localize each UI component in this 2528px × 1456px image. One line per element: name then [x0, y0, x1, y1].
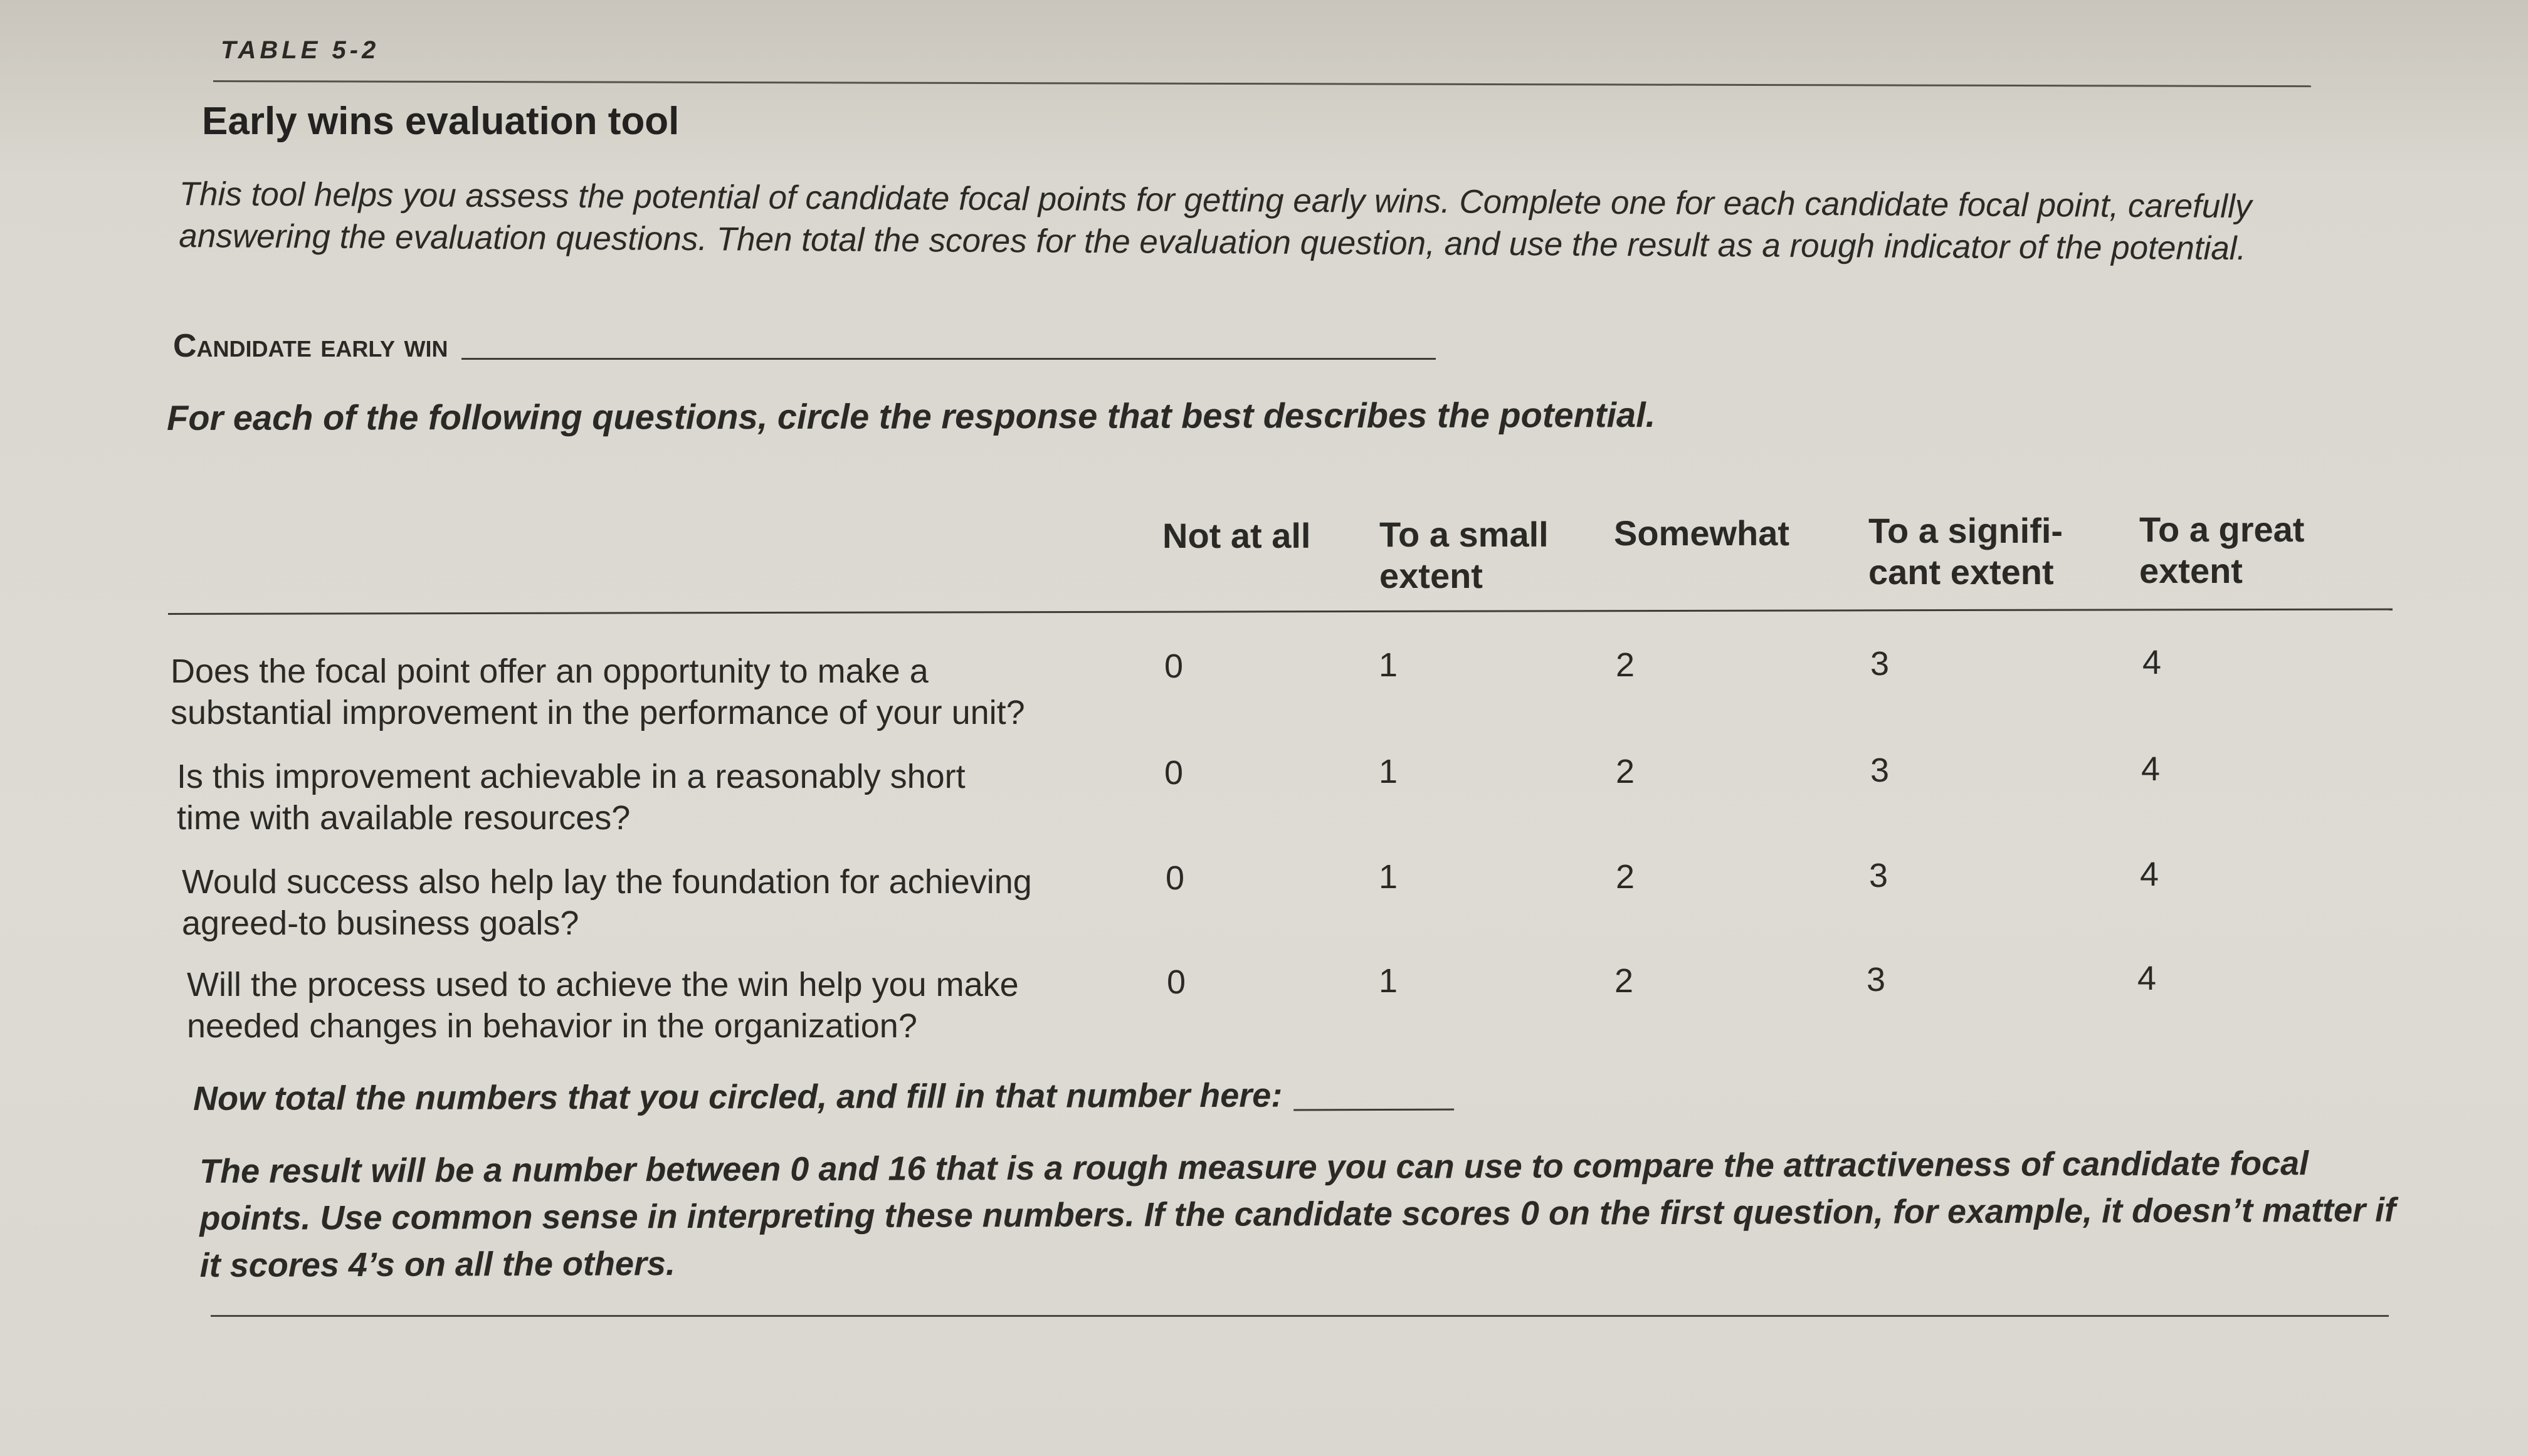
total-prompt: Now total the numbers that you circled, and fill in that number here:: [193, 1076, 1454, 1118]
col-header-somewhat: Somewhat: [1614, 513, 1790, 553]
q4-score-0[interactable]: 0: [1166, 963, 1186, 1001]
candidate-early-win-field: [173, 327, 1436, 365]
col-header-not-at-all: Not at all: [1162, 516, 1311, 555]
total-blank-line[interactable]: [1293, 1109, 1454, 1111]
table-label: TABLE 5-2: [221, 36, 380, 64]
question-3: Would success also help lay the foundation for achieving agreed-to business goals?: [182, 863, 1032, 942]
instruction-text: For each of the following questions, circle the response that best describes the potential.: [167, 395, 1656, 437]
q2-score-1[interactable]: 1: [1378, 753, 1398, 790]
col-header-small-extent: To a small extent: [1379, 515, 1549, 595]
q1-score-1[interactable]: 1: [1378, 646, 1398, 684]
q1-score-3[interactable]: 3: [1870, 645, 1890, 683]
intro-paragraph: This tool helps you assess the potential of candidate focal points for getting early wins. Complete one for each candidate focal point, carefully answering the evaluation questions. Then total the scores for the evaluation question, and use the result as a rough indicator of the potential.: [179, 175, 2252, 268]
candidate-label: Candidate early win: [173, 328, 448, 364]
q1-score-2[interactable]: 2: [1615, 646, 1635, 684]
q3-score-1[interactable]: 1: [1378, 858, 1398, 896]
question-2: Is this improvement achievable in a reasonably short time with available resources?: [177, 758, 966, 837]
q2-score-0[interactable]: 0: [1164, 754, 1184, 792]
col-header-great-extent: To a great extent: [2139, 510, 2305, 590]
candidate-blank-line: [461, 358, 1436, 360]
q3-score-2[interactable]: 2: [1615, 858, 1635, 896]
q3-score-3[interactable]: 3: [1868, 857, 1888, 894]
q4-score-2[interactable]: 2: [1614, 962, 1634, 1000]
question-1: Does the focal point offer an opportunity to make a substantial improvement in the performance of your unit?: [171, 652, 1025, 731]
bottom-rule: [211, 1315, 2389, 1317]
q2-score-3[interactable]: 3: [1870, 752, 1890, 789]
q4-score-4[interactable]: 4: [2137, 960, 2157, 997]
q4-score-1[interactable]: 1: [1378, 962, 1398, 1000]
q1-score-0[interactable]: 0: [1164, 647, 1184, 685]
page-title: Early wins evaluation tool: [202, 100, 680, 143]
q2-score-2[interactable]: 2: [1615, 753, 1635, 790]
question-4: Will the process used to achieve the win help you make needed changes in behavior in the organization?: [187, 966, 1019, 1045]
q4-score-3[interactable]: 3: [1866, 961, 1886, 998]
q3-score-4[interactable]: 4: [2139, 856, 2159, 893]
col-header-significant-extent: To a signifi- cant extent: [1868, 511, 2063, 592]
q2-score-4[interactable]: 4: [2141, 750, 2161, 788]
q3-score-0[interactable]: 0: [1165, 859, 1185, 897]
result-note: The result will be a number between 0 and 16 that is a rough measure you can use to compare the attractiveness of candidate focal points. Use common sense in interpreting these numbers. If the candidate scores 0 on the first question, for example, it doesn’t matter if it scores 4’s on all the others.: [199, 1144, 2396, 1284]
header-rule: [168, 609, 2393, 615]
top-rule: [213, 80, 2311, 87]
q1-score-4[interactable]: 4: [2142, 644, 2162, 681]
